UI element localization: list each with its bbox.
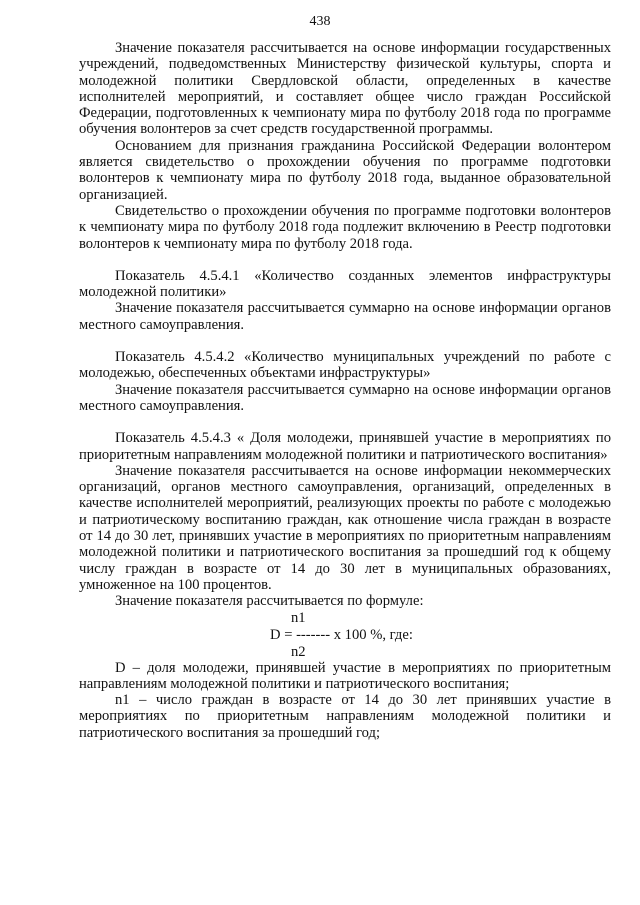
paragraph: Значение показателя рассчитывается суммарно на основе информации органов местного самоуправления. — [79, 300, 611, 333]
paragraph: Свидетельство о прохождении обучения по программе подготовки волонтеров к чемпионату мира по футболу 2018 года подлежит включению в Реестр подготовки волонтеров к чемпионату мира по футболу 2018 года. — [79, 202, 611, 252]
paragraph: Значение показателя рассчитывается на основе информации государственных учреждений, подведомственных Министерству физической культуры, спорта и молодежной политики Свердловской области, определенных в качестве исполнителей мероприятий, и составляет общее число граждан Российской Федерации, подготовленных к чемпионату мира по футболу 2018 года по программе обучения волонтеров за счет средств государственной программы. — [79, 40, 611, 138]
definition-paragraph: D – доля молодежи, принявшей участие в мероприятиях по приоритетным направлениям молодежной политики и патриотического воспитания; — [79, 659, 611, 692]
paragraph: Значение показателя рассчитывается суммарно на основе информации органов местного самоуправления. — [79, 381, 611, 414]
paragraph: Значение показателя рассчитывается по формуле: — [115, 593, 424, 610]
document-body — [79, 40, 611, 741]
paragraph: Основанием для признания гражданина Российской Федерации волонтером является свидетельство о прохождении обучения по программе подготовки волонтеров к чемпионату мира по футболу 2018 года, выданное образовательной организацией. — [79, 137, 611, 203]
spacer — [79, 414, 611, 430]
spacer — [79, 252, 611, 268]
formula — [79, 610, 611, 660]
indicator-heading: Показатель 4.5.4.1 «Количество созданных элементов инфраструктуры молодежной политики» — [79, 267, 611, 301]
indicator-heading: Показатель 4.5.4.3 « Доля молодежи, принявшей участие в мероприятиях по приоритетным направлениям молодежной политики и патриотического воспитания» — [79, 430, 611, 463]
formula-expression: D = ------- x 100 %, где: — [270, 626, 413, 643]
formula-denominator: n2 — [291, 643, 306, 660]
paragraph: Значение показателя рассчитывается на основе информации некоммерческих организаций, органов местного самоуправления, организаций, определенных в качестве исполнителей мероприятий, реализующих проекты по работе с молодежью и патриотическому воспитанию граждан, как отношение числа граждан в возрасте от 14 до 30 лет, принявших участие в мероприятиях по приоритетным направлениям молодежной политики и патриотического воспитания за прошедший год к общему числу граждан в возрасте от 14 до 30 лет в муниципальных образованиях, умноженное на 100 процентов. — [79, 462, 611, 593]
page-number: 438 — [309, 14, 331, 29]
indicator-heading: Показатель 4.5.4.2 «Количество муниципальных учреждений по работе с молодежью, обеспеченных объектами инфраструктуры» — [79, 349, 611, 382]
definition-paragraph: n1 – число граждан в возрасте от 14 до 30 лет принявших участие в мероприятиях по приоритетным направлениям молодежной политики и патриотического воспитания за прошедший год; — [79, 692, 611, 741]
formula-numerator: n1 — [291, 609, 306, 626]
spacer — [79, 333, 611, 349]
